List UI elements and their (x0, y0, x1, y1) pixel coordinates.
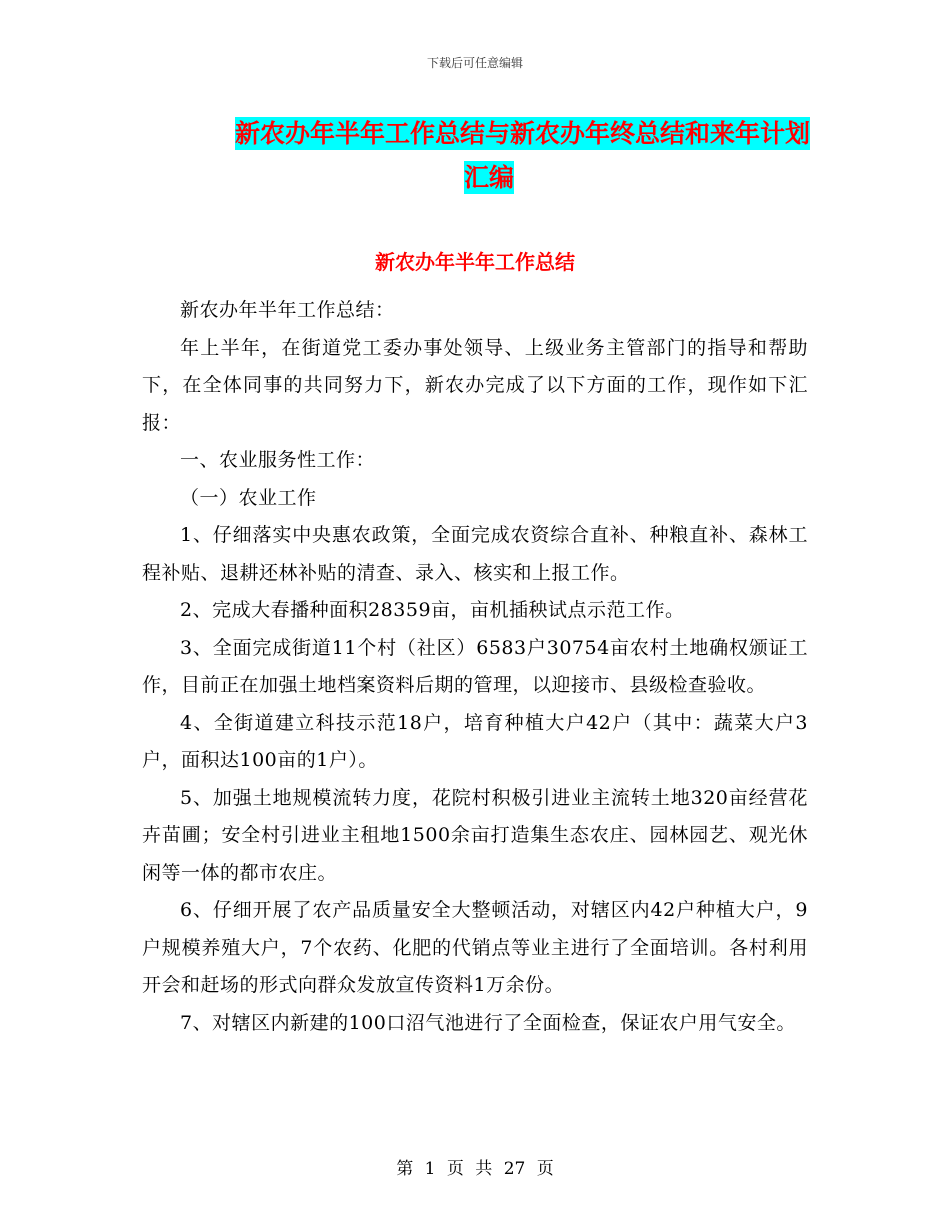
paragraph: 2、完成大春播种面积28359亩，亩机插秧试点示范工作。 (180, 599, 685, 621)
paragraph: 年上半年，在街道党工委办事处领导、上级业务主管部门的指导和帮助下，在全体同事的共同努力下，新农办完成了以下方面的工作，现作如下汇报： (142, 336, 808, 434)
paragraph: （一）农业工作 (180, 486, 317, 509)
paragraph: 4、全街道建立科技示范18户，培育种植大户42户（其中：蔬菜大户3户，面积达100亩的1户）。 (142, 711, 808, 771)
paragraph: 一、农业服务性工作： (180, 449, 376, 471)
paragraph: 5、加强土地规模流转力度，花院村积极引进业主流转土地320亩经营花卉苗圃；安全村引进业主租地1500余亩打造集生态农庄、园林园艺、观光休闲等一体的都市农庄。 (142, 786, 808, 884)
document-body (142, 292, 808, 1042)
section-title: 新农办年半年工作总结 (375, 250, 575, 274)
document-title-line-1: 新农办年半年工作总结与新农办年终总结和来年计划 (234, 119, 810, 148)
paragraph: 7、对辖区内新建的100口沼气池进行了全面检查，保证农户用气安全。 (180, 1011, 796, 1034)
paragraph: 6、仔细开展了农产品质量安全大整顿活动，对辖区内42户种植大户，9户规模养殖大户，7个农药、化肥的代销点等业主进行了全面培训。各村利用开会和赶场的形式向群众发放宣传资料1万余份。 (142, 899, 808, 996)
paragraph: 1、仔细落实中央惠农政策，全面完成农资综合直补、种粮直补、森林工程补贴、退耕还林补贴的清查、录入、核实和上报工作。 (142, 524, 808, 584)
page-number-footer: 第 1 页 共 27 页 (396, 1159, 554, 1179)
page-header-note: 下载后可任意编辑 (426, 56, 523, 70)
paragraph: 新农办年半年工作总结： (180, 299, 395, 321)
document-title-line-2: 汇编 (463, 163, 514, 192)
document-title (150, 112, 810, 200)
paragraph: 3、全面完成街道11个村（社区）6583户30754亩农村土地确权颁证工作，目前正在加强土地档案资料后期的管理，以迎接市、县级检查验收。 (142, 636, 808, 696)
